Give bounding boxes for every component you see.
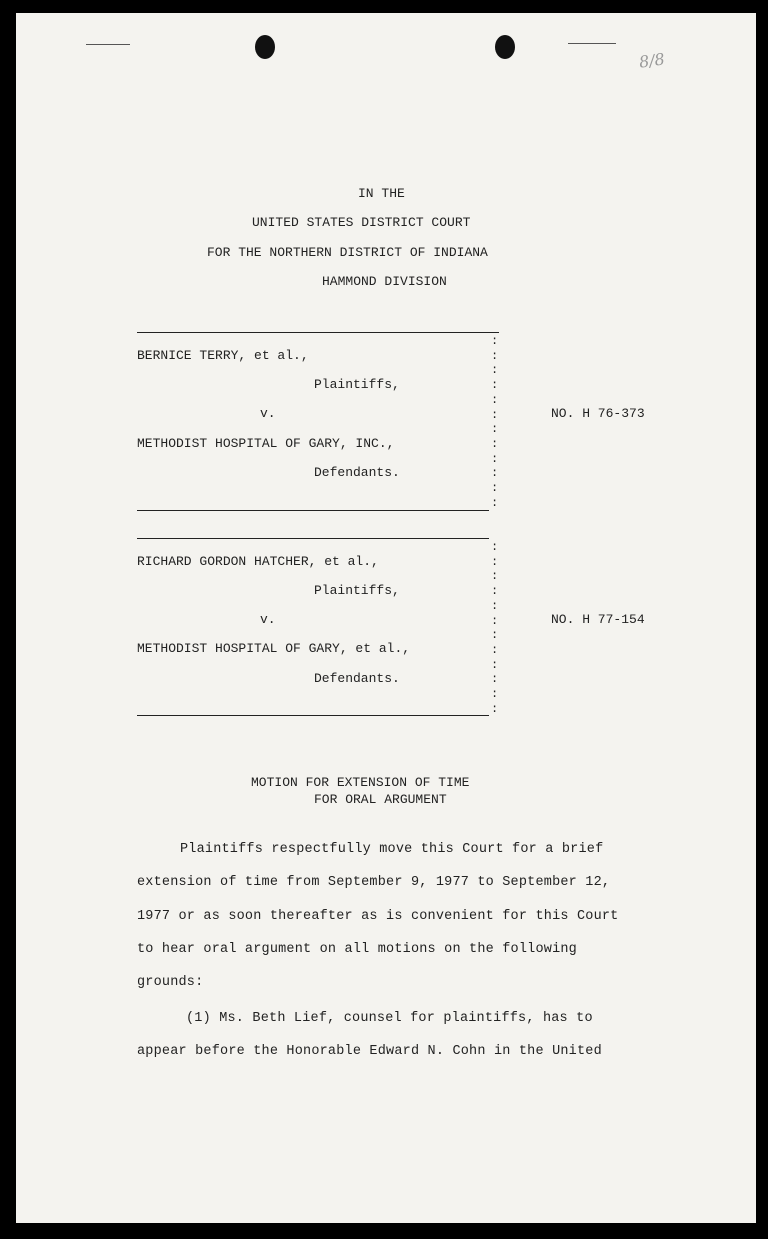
case1-plaintiff-name: BERNICE TERRY, et al., [137,348,309,363]
scan-mark [86,44,130,45]
body-line-5: grounds: [137,975,204,990]
case2-plaintiff-name: RICHARD GORDON HATCHER, et al., [137,554,379,569]
body-line-4: to hear oral argument on all motions on the following [137,942,577,957]
body-line-3: 1977 or as soon thereafter as is convenient for this Court [137,909,619,924]
body-line-7: appear before the Honorable Edward N. Cohn in the United [137,1044,602,1059]
caption-top-rule [137,538,489,539]
body-line-1: Plaintiffs respectfully move this Court for a brief [180,842,604,857]
body-line-2: extension of time from September 9, 1977 to September 12, [137,875,611,890]
document-page [16,13,756,1223]
punch-hole-left [255,35,275,59]
case2-versus: v. [260,612,276,627]
case2-defendant-role: Defendants. [314,671,400,686]
case1-plaintiff-role: Plaintiffs, [314,377,400,392]
caption-colons: : : : : : : : : : : : : [491,540,499,716]
caption-bottom-rule [137,510,489,511]
case1-versus: v. [260,406,276,421]
case2-defendant-name: METHODIST HOSPITAL OF GARY, et al., [137,641,411,656]
case2-plaintiff-role: Plaintiffs, [314,583,400,598]
motion-title-line-2: FOR ORAL ARGUMENT [314,792,447,807]
caption-colons: : : : : : : : : : : : : [491,334,499,510]
caption-top-rule [137,332,499,333]
case1-defendant-name: METHODIST HOSPITAL OF GARY, INC., [137,436,395,451]
case2-number: NO. H 77-154 [551,612,645,627]
handwritten-note: 8/8 [637,49,666,72]
body-line-6: (1) Ms. Beth Lief, counsel for plaintiffs, has to [186,1011,593,1026]
scan-mark [568,43,616,44]
punch-hole-right [495,35,515,59]
header-line-2: UNITED STATES DISTRICT COURT [252,215,471,230]
case1-defendant-role: Defendants. [314,465,400,480]
motion-title-line-1: MOTION FOR EXTENSION OF TIME [251,775,470,790]
header-line-3: FOR THE NORTHERN DISTRICT OF INDIANA [207,245,488,260]
header-line-1: IN THE [358,186,405,201]
case1-number: NO. H 76-373 [551,406,645,421]
header-line-4: HAMMOND DIVISION [322,274,447,289]
caption-bottom-rule [137,715,489,716]
